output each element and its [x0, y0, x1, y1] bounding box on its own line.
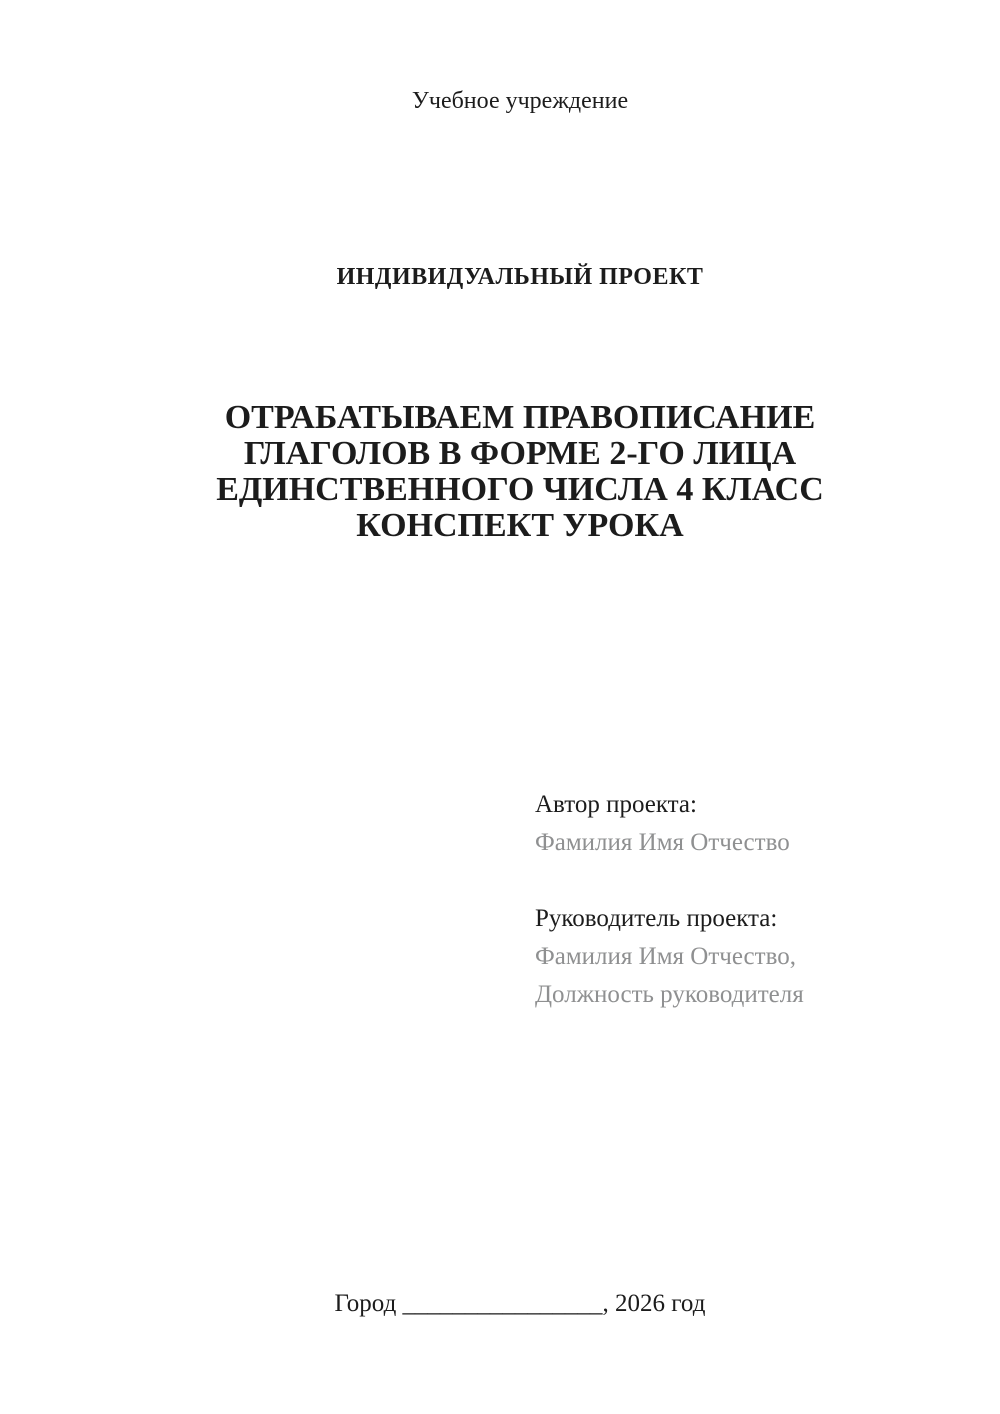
project-type-heading: ИНДИВИДУАЛЬНЫЙ ПРОЕКТ: [336, 264, 704, 290]
supervisor-name-placeholder: Фамилия Имя Отчество,: [535, 943, 796, 970]
credits-block: [535, 786, 804, 1014]
supervisor-label: Руководитель проекта:: [535, 905, 778, 932]
author-label: Автор проекта:: [535, 791, 697, 818]
supervisor-position-placeholder: Должность руководителя: [535, 981, 804, 1008]
title-line-2: ГЛАГОЛОВ В ФОРМЕ 2-ГО ЛИЦА: [243, 435, 797, 472]
credits-gap: [535, 862, 804, 900]
footer-city-year: Город ________________, 2026 год: [334, 1290, 706, 1317]
institution-name: Учебное учреждение: [411, 88, 629, 114]
title-line-1: ОТРАБАТЫВАЕМ ПРАВОПИСАНИЕ: [224, 399, 816, 436]
author-name-placeholder: Фамилия Имя Отчество: [535, 829, 790, 856]
title-line-4: КОНСПЕКТ УРОКА: [356, 507, 684, 544]
document-title: [45, 400, 995, 544]
title-line-3: ЕДИНСТВЕННОГО ЧИСЛА 4 КЛАСС: [216, 471, 824, 508]
